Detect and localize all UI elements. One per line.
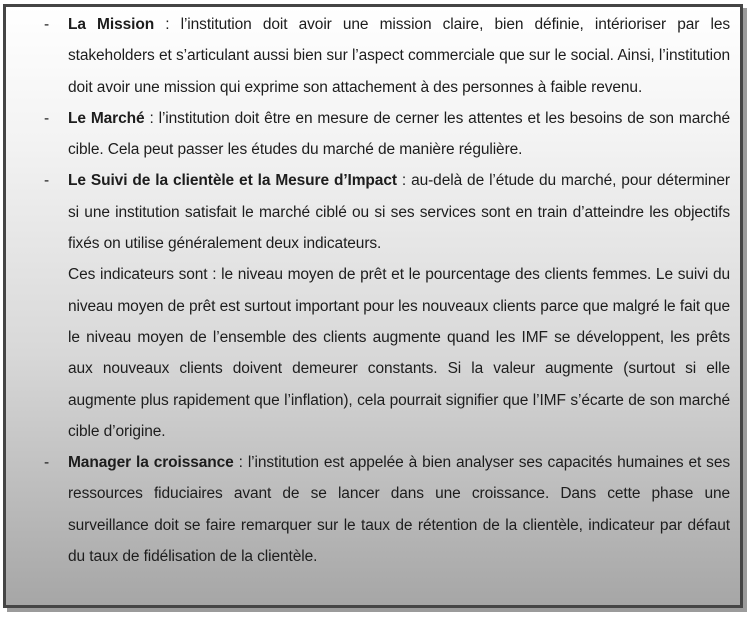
item-paragraph	[68, 9, 730, 103]
item-separator: :	[233, 454, 248, 472]
item-separator: :	[396, 172, 412, 190]
item-text: au-delà de l’étude du marché, pour déterminer si une institution satisfait le marché ciblé ou si ses services sont en train d’atteindre les objectifs fixés on utilise généralement deux indicateurs.	[68, 172, 730, 253]
list-item-le-marche	[44, 103, 730, 166]
item-paragraph	[68, 447, 730, 572]
bullet-dash: -	[44, 454, 50, 472]
content-list	[6, 7, 740, 605]
bullet-dash: -	[44, 16, 50, 33]
item-title: Le Marché	[68, 109, 145, 127]
item-continuation-paragraph: Ces indicateurs sont : le niveau moyen de prêt et le pourcentage des clients femmes. Le suivi du niveau moyen de prêt est surtout important pour les nouveaux clients parce que malgré le fait que le niveau moyen de l’ensemble des clients augmente quand les IMF se développent, les prêts aux nouveaux clients doivent demeurer constants. Si la valeur augmente (surtout si elle augmente plus rapidement que l’inflation), cela pourrait signifier que l’IMF s’écarte de son marché cible d’origine.	[68, 266, 730, 440]
bullet-dash: -	[44, 172, 50, 190]
list-item-manager-croissance	[44, 447, 730, 572]
bordered-panel	[3, 4, 743, 608]
bullet-dash: -	[44, 109, 50, 127]
item-paragraph	[68, 165, 730, 259]
item-separator: :	[154, 16, 181, 33]
item-title: La Mission	[68, 16, 155, 33]
list-item-suivi-clientele	[44, 165, 730, 447]
item-text: l’institution doit avoir une mission claire, bien définie, intérioriser par les stakeholders et s’articulant aussi bien sur l’aspect commerciale que sur le social. Ainsi, l’institution doit avoir une mission qui exprime son attachement à des personnes à faible revenu.	[68, 16, 730, 96]
list-item-la-mission	[44, 9, 730, 103]
item-title: Manager la croissance	[68, 454, 234, 472]
item-text: l’institution est appelée à bien analyser ses capacités humaines et ses ressources fiduciaires avant de se lancer dans une croissance. Dans cette phase une surveillance doit se faire remarquer sur le taux de rétention de la clientèle, indicateur par défaut du taux de fidélisation de la clientèle.	[68, 454, 730, 566]
item-text: l’institution doit être en mesure de cerner les attentes et les besoins de son marché cible. Cela peut passer les études du marché de manière régulière.	[68, 109, 730, 159]
item-paragraph	[68, 103, 730, 166]
item-title: Le Suivi de la clientèle et la Mesure d’Impact	[68, 172, 397, 190]
item-separator: :	[144, 109, 159, 127]
